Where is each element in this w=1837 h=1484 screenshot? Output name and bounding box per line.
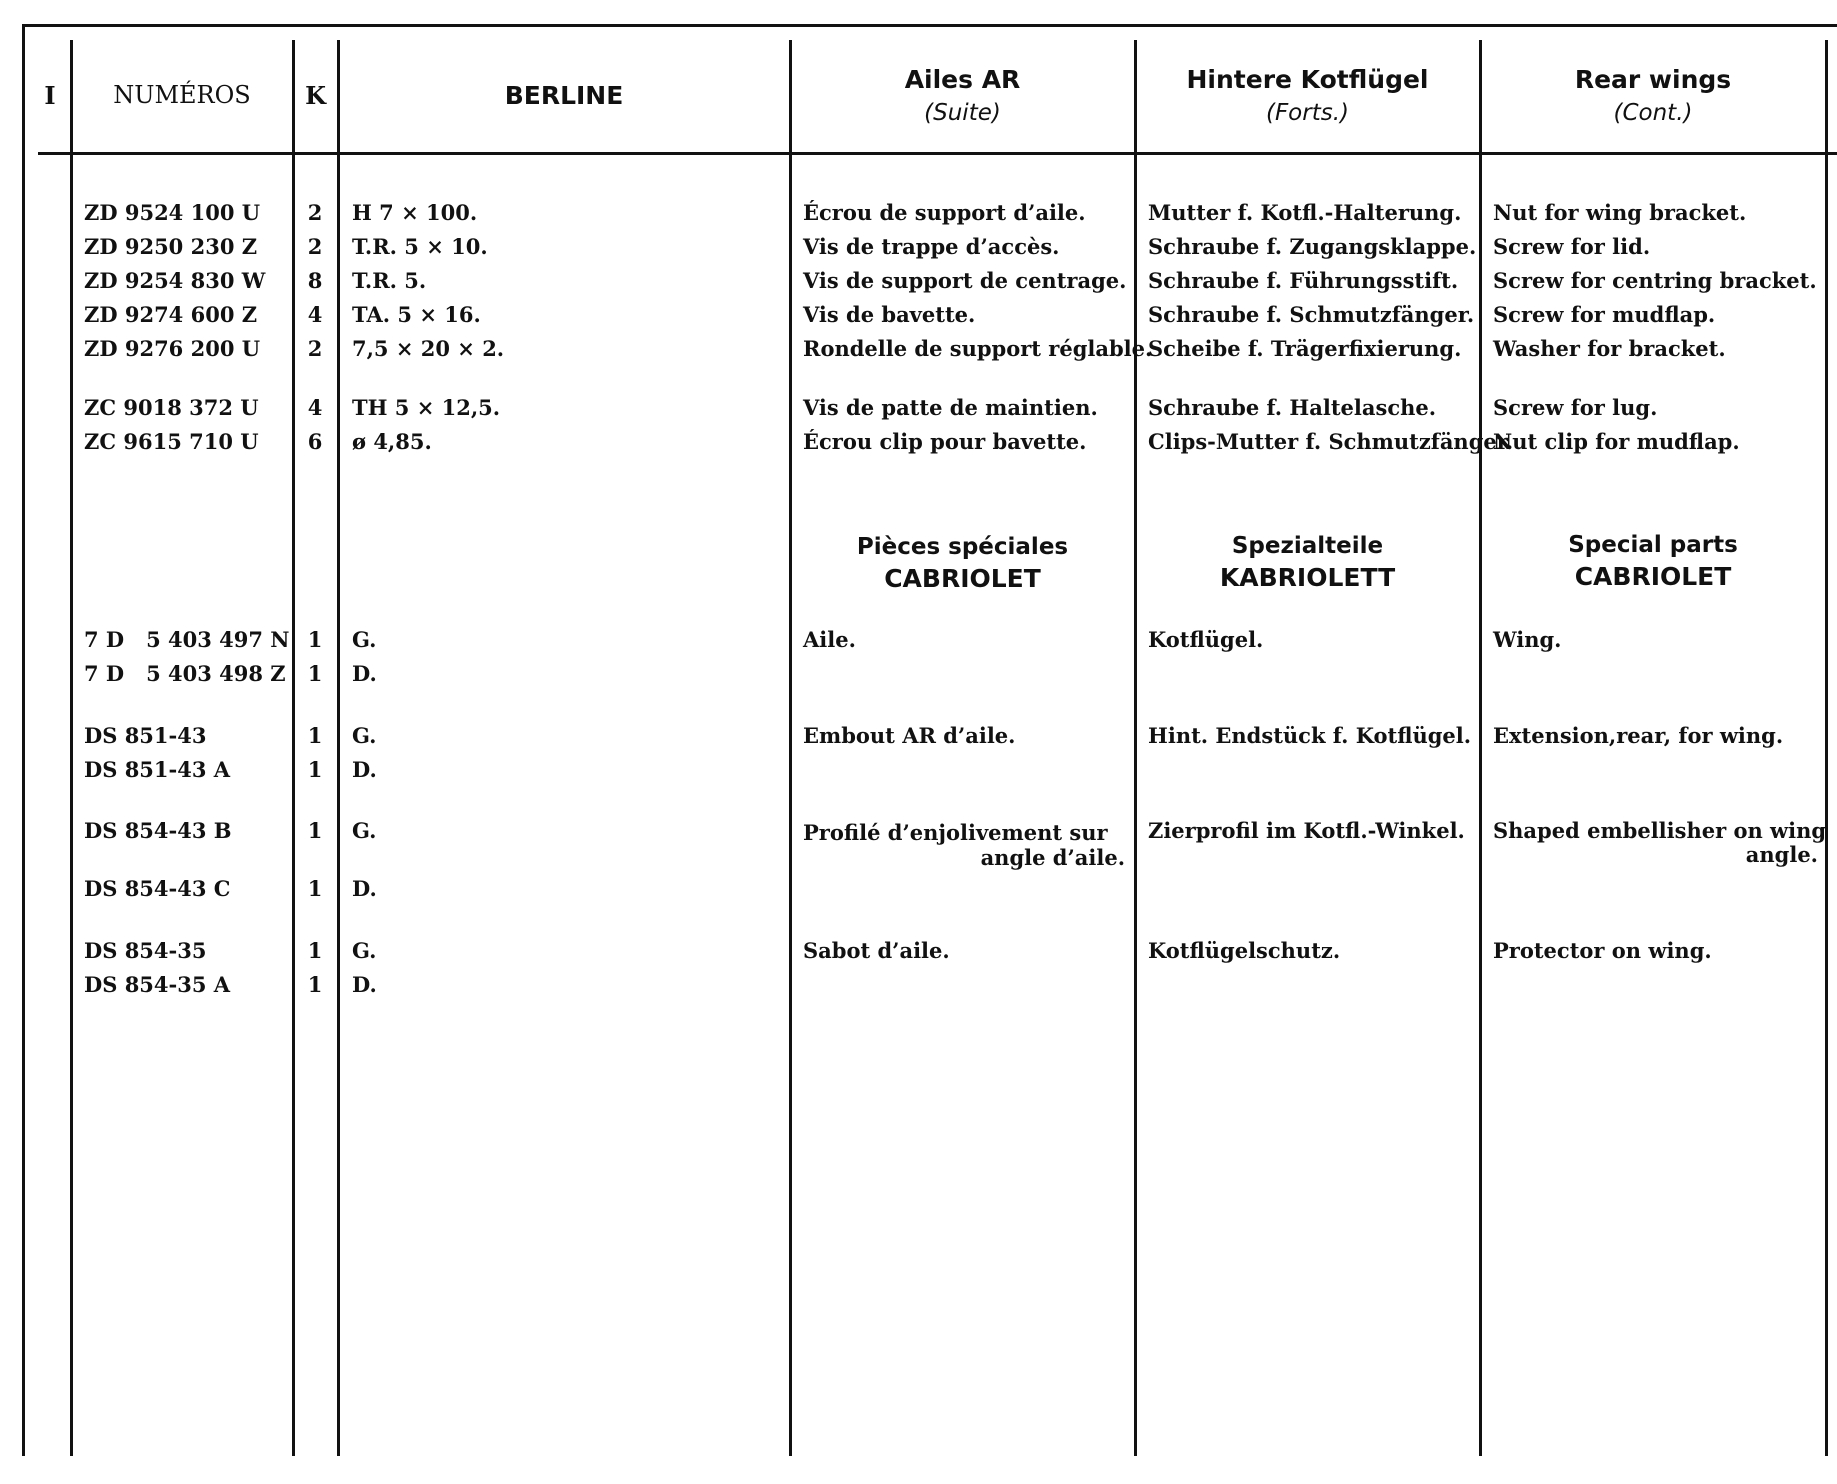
- desc-english: Screw for lug.: [1493, 395, 1658, 420]
- quantity: 2: [307, 200, 323, 225]
- section-german-line1: Spezialteile: [1231, 533, 1384, 559]
- desc-german: Schraube f. Führungsstift.: [1148, 268, 1459, 293]
- col-divider-4: [789, 40, 792, 1456]
- desc-english: Washer for bracket.: [1493, 336, 1726, 361]
- header-french-title: Ailes AR: [904, 64, 1021, 94]
- quantity: 1: [307, 723, 323, 748]
- header-i: [30, 40, 70, 150]
- spec: G.: [352, 818, 377, 843]
- section-french-line2: CABRIOLET: [884, 564, 1041, 593]
- part-number: ZD 9274 600 Z: [84, 302, 258, 327]
- col-divider-3: [337, 40, 340, 1456]
- spec: T.R. 5 × 10.: [352, 234, 488, 259]
- quantity: 1: [307, 627, 323, 652]
- desc-german: Hint. Endstück f. Kotflügel.: [1148, 723, 1472, 748]
- desc-french: Profilé d’enjolivement sur: [803, 820, 1108, 845]
- header-numeros-label: NUMÉROS: [113, 81, 251, 109]
- desc-french: Écrou de support d’aile.: [803, 200, 1086, 225]
- part-number: ZD 9254 830 W: [84, 268, 266, 293]
- header-german-title: Hintere Kotflügel: [1186, 64, 1429, 94]
- desc-french: Écrou clip pour bavette.: [803, 429, 1087, 454]
- spec: T.R. 5.: [352, 268, 427, 293]
- desc-german: Clips-Mutter f. Schmutzfänger.: [1148, 429, 1514, 454]
- part-number: 7 D 5 403 498 Z: [84, 661, 286, 686]
- desc-german: Mutter f. Kotfl.-Halterung.: [1148, 200, 1462, 225]
- quantity: 4: [307, 395, 323, 420]
- quantity: 1: [307, 972, 323, 997]
- desc-french-cont: angle d’aile.: [980, 845, 1125, 870]
- desc-german: Scheibe f. Trägerfixierung.: [1148, 336, 1462, 361]
- desc-english: Screw for mudflap.: [1493, 302, 1716, 327]
- quantity: 1: [307, 661, 323, 686]
- desc-german: Schraube f. Haltelasche.: [1148, 395, 1437, 420]
- desc-german: Kotflügel.: [1148, 627, 1264, 652]
- desc-french: Rondelle de support réglable.: [803, 336, 1153, 361]
- col-divider-2: [292, 40, 295, 1456]
- part-number: ZC 9615 710 U: [84, 429, 259, 454]
- header-k: [294, 40, 337, 150]
- part-number: 7 D 5 403 497 N: [84, 627, 290, 652]
- header-separator: [38, 152, 1837, 155]
- desc-french: Aile.: [803, 627, 856, 652]
- header-english: [1481, 40, 1825, 150]
- desc-english: Screw for lid.: [1493, 234, 1651, 259]
- spec: G.: [352, 938, 377, 963]
- header-berline-label: BERLINE: [504, 80, 624, 110]
- part-number: ZC 9018 372 U: [84, 395, 259, 420]
- header-k-label: K: [305, 80, 326, 110]
- spec: D.: [352, 661, 377, 686]
- header-i-label: I: [44, 80, 56, 110]
- desc-english: Nut clip for mudflap.: [1493, 429, 1740, 454]
- section-german-line2: KABRIOLETT: [1219, 563, 1396, 592]
- spec: 7,5 × 20 × 2.: [352, 336, 505, 361]
- desc-english: Extension,rear, for wing.: [1493, 723, 1784, 748]
- desc-german: Kotflügelschutz.: [1148, 938, 1341, 963]
- desc-german: Schraube f. Zugangsklappe.: [1148, 234, 1477, 259]
- section-heading-english: [1481, 532, 1825, 591]
- header-numeros: [72, 40, 292, 150]
- quantity: 8: [307, 268, 323, 293]
- header-german: [1136, 40, 1479, 150]
- desc-english: Wing.: [1493, 627, 1562, 652]
- left-border: [22, 26, 25, 1456]
- part-number: ZD 9250 230 Z: [84, 234, 258, 259]
- spec: ø 4,85.: [352, 429, 432, 454]
- quantity: 2: [307, 336, 323, 361]
- header-german-sub: (Forts.): [1265, 99, 1349, 126]
- desc-french: Embout AR d’aile.: [803, 723, 1016, 748]
- quantity: 1: [307, 818, 323, 843]
- right-border: [1825, 40, 1828, 1456]
- quantity: 1: [307, 938, 323, 963]
- desc-english-cont: angle.: [1745, 842, 1818, 867]
- header-french: [791, 40, 1134, 150]
- header-english-title: Rear wings: [1574, 64, 1732, 94]
- spec: D.: [352, 876, 377, 901]
- top-border: [22, 24, 1837, 27]
- section-french-line1: Pièces spéciales: [856, 534, 1069, 560]
- spec: G.: [352, 627, 377, 652]
- quantity: 1: [307, 876, 323, 901]
- spec: H 7 × 100.: [352, 200, 478, 225]
- quantity: 1: [307, 757, 323, 782]
- desc-french: Vis de patte de maintien.: [803, 395, 1098, 420]
- part-number: DS 854-35: [84, 938, 207, 963]
- part-number: DS 851-43 A: [84, 757, 231, 782]
- desc-english: Screw for centring bracket.: [1493, 268, 1817, 293]
- section-heading-german: [1136, 533, 1479, 592]
- desc-english: Shaped embellisher on wing: [1493, 818, 1827, 843]
- spec: D.: [352, 972, 377, 997]
- quantity: 4: [307, 302, 323, 327]
- part-number: DS 854-43 B: [84, 818, 232, 843]
- part-number: ZD 9276 200 U: [84, 336, 261, 361]
- header-english-sub: (Cont.): [1613, 99, 1693, 126]
- part-number: ZD 9524 100 U: [84, 200, 261, 225]
- spec: TA. 5 × 16.: [352, 302, 481, 327]
- spec: TH 5 × 12,5.: [352, 395, 501, 420]
- desc-french: Vis de support de centrage.: [803, 268, 1127, 293]
- header-berline: [339, 40, 789, 150]
- part-number: DS 854-43 C: [84, 876, 231, 901]
- section-english-line2: CABRIOLET: [1574, 562, 1732, 591]
- spec: D.: [352, 757, 377, 782]
- quantity: 2: [307, 234, 323, 259]
- section-heading-french: [791, 534, 1134, 593]
- quantity: 6: [307, 429, 323, 454]
- part-number: DS 854-35 A: [84, 972, 231, 997]
- part-number: DS 851-43: [84, 723, 207, 748]
- section-english-line1: Special parts: [1568, 532, 1738, 558]
- desc-english: Protector on wing.: [1493, 938, 1712, 963]
- desc-german: Zierprofil im Kotfl.-Winkel.: [1148, 818, 1465, 843]
- col-divider-5: [1134, 40, 1137, 1456]
- desc-french: Vis de trappe d’accès.: [803, 234, 1060, 259]
- desc-french: Sabot d’aile.: [803, 938, 950, 963]
- desc-german: Schraube f. Schmutzfänger.: [1148, 302, 1475, 327]
- col-divider-1: [70, 40, 73, 1456]
- desc-english: Nut for wing bracket.: [1493, 200, 1747, 225]
- desc-french: Vis de bavette.: [803, 302, 976, 327]
- spec: G.: [352, 723, 377, 748]
- header-french-sub: (Suite): [924, 99, 1001, 126]
- col-divider-6: [1479, 40, 1482, 1456]
